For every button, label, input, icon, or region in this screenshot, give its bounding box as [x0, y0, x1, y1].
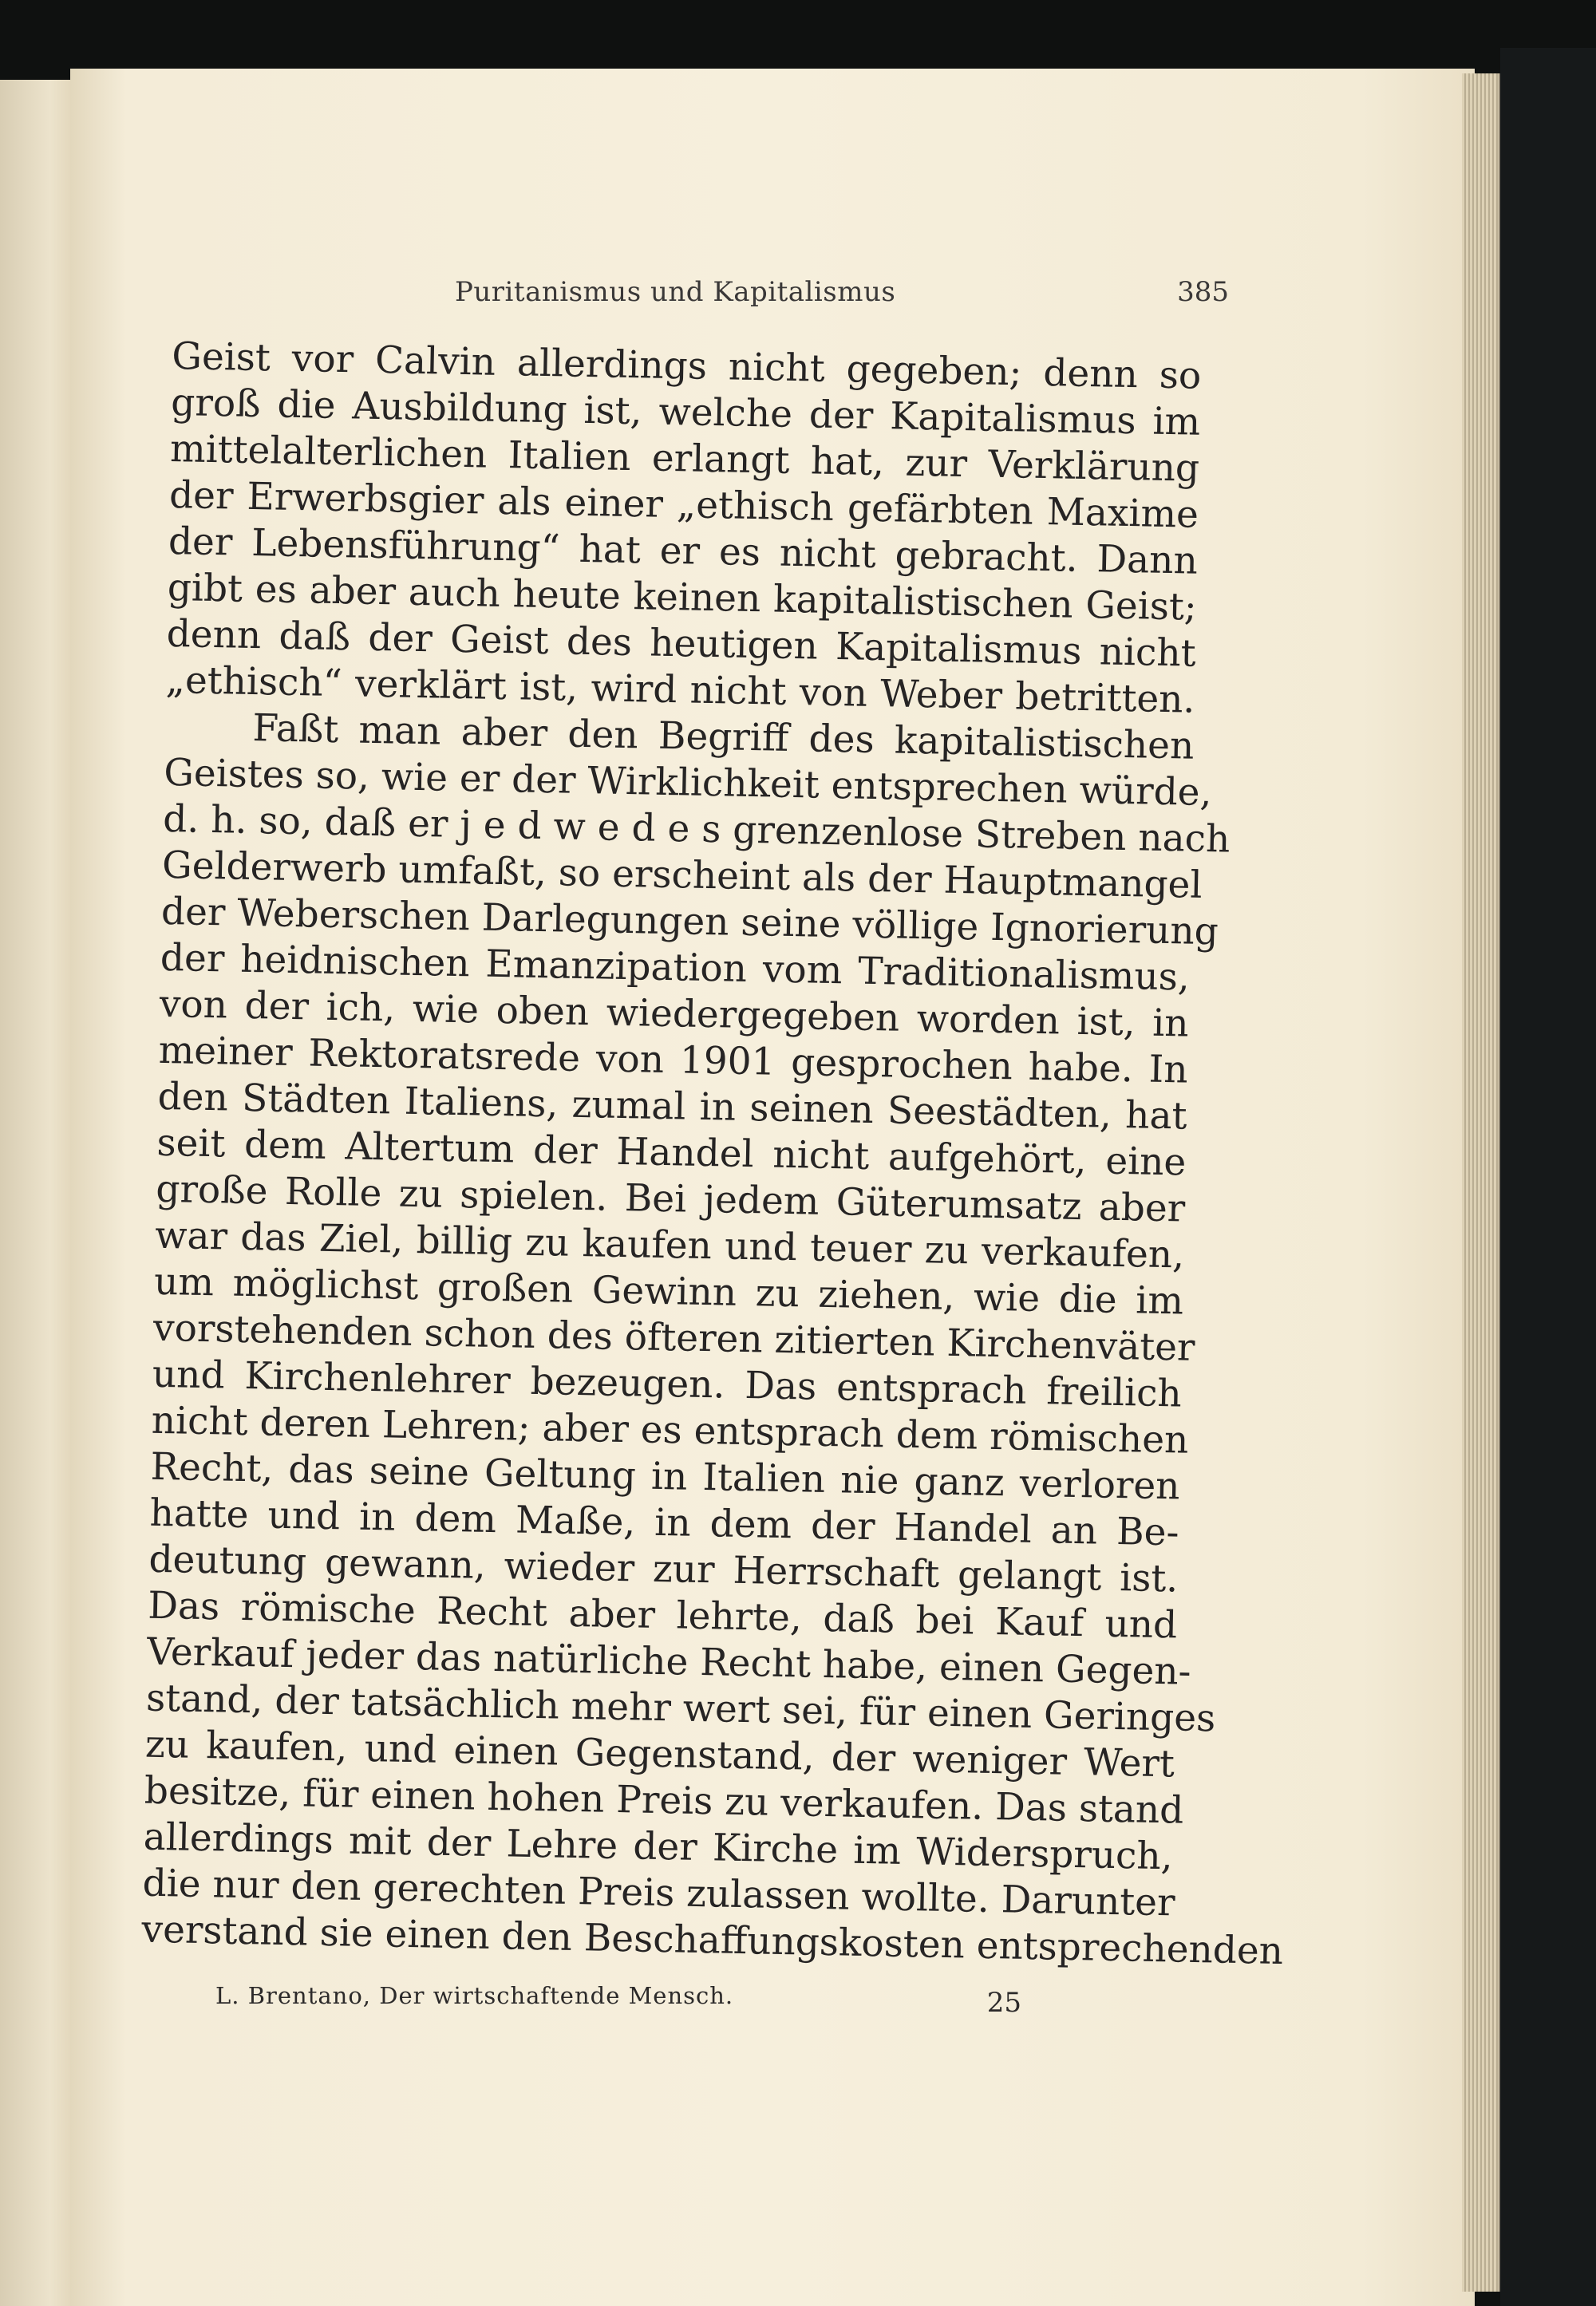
text-line: allerdings mit der Lehre der Kirche im Widerspruch,	[143, 1814, 1174, 1879]
text-line: von der ich, wie oben wiedergegeben worden ist, in	[159, 981, 1190, 1046]
text-line: mittelalterlichen Italien erlangt hat, zur Verklärung	[169, 426, 1200, 491]
running-head-title: Puritanismus und Kapitalismus	[455, 276, 896, 308]
text-line: und Kirchenlehrer bezeugen. Das entsprach freilich	[152, 1352, 1183, 1416]
text-line: besitze, für einen hohen Preis zu verkaufen. Das stand	[144, 1768, 1184, 1833]
text-line: Gelderwerb umfaßt, so erscheint als der Hauptmangel	[161, 843, 1203, 907]
text-line: Geistes so, wie er der Wirklichkeit entsprechen würde,	[163, 750, 1212, 815]
text-line: der heidnischen Emanzipation vom Traditionalismus,	[160, 935, 1191, 1000]
scan-background-strip	[1500, 48, 1596, 2306]
text-line: hatte und in dem Maße, in dem der Handel an Be-	[149, 1491, 1179, 1555]
text-line: zu kaufen, und einen Gegenstand, der weniger Wert	[144, 1722, 1175, 1787]
text-line: der Lebensführung“ hat er es nicht gebracht. Dann	[168, 519, 1199, 583]
text-line: meiner Rektoratsrede von 1901 gesprochen habe. In	[158, 1028, 1189, 1092]
signature-mark: 25	[986, 1987, 1021, 2019]
text-line: gibt es aber auch heute keinen kapitalistischen Geist;	[167, 565, 1198, 630]
text-line: denn daß der Geist des heutigen Kapitalismus nicht	[166, 611, 1197, 676]
text-line: seit dem Altertum der Handel nicht aufgehört, eine	[156, 1120, 1187, 1185]
footer-note: L. Brentano, Der wirtschaftende Mensch.	[215, 1982, 734, 2009]
text-line: der Weberschen Darlegungen seine völlige Ignorierung	[160, 889, 1219, 954]
text-line: nicht deren Lehren; aber es entsprach dem römischen	[151, 1398, 1189, 1463]
left-page-edge	[0, 80, 72, 2306]
text-line: der Erwerbsgier als einer „ethisch gefärbten Maxime	[168, 472, 1199, 537]
text-line: deutung gewann, wieder zur Herrschaft gelangt ist.	[148, 1537, 1179, 1601]
text-line: d. h. so, daß er j e d w e d e s grenzenlose Streben nach	[162, 796, 1231, 862]
text-line: den Städten Italiens, zumal in seinen Seestädten, hat	[157, 1074, 1187, 1139]
text-line: die nur den gerechten Preis zulassen wollte. Darunter	[142, 1861, 1176, 1925]
text-line: verstand sie einen den Beschaffungskosten entsprechenden	[141, 1907, 1284, 1974]
page-stack-edge	[1462, 73, 1501, 2292]
text-line: Das römische Recht aber lehrte, daß bei Kauf und	[147, 1583, 1178, 1648]
text-line: um möglichst großen Gewinn zu ziehen, wie die im	[153, 1259, 1184, 1324]
text-line: Verkauf jeder das natürliche Recht habe, einen Gegen-	[146, 1629, 1192, 1694]
text-line-paragraph-start: Faßt man aber den Begriff des kapitalistischen	[251, 706, 1195, 768]
text-line: Geist vor Calvin allerdings nicht gegeben; denn so	[171, 334, 1202, 398]
text-line: große Rolle zu spielen. Bei jedem Güterumsatz aber	[155, 1167, 1186, 1231]
text-line: vorstehenden schon des öfteren zitierten Kirchenväter	[152, 1305, 1195, 1370]
body-text	[141, 334, 1284, 1974]
text-line: groß die Ausbildung ist, welche der Kapitalismus im	[170, 380, 1201, 444]
text-line: war das Ziel, billig zu kaufen und teuer zu verkaufen,	[154, 1213, 1185, 1277]
text-line: stand, der tatsächlich mehr wert sei, für einen Geringes	[145, 1676, 1216, 1741]
text-line: „ethisch“ verklärt ist, wird nicht von Weber betritten.	[165, 657, 1195, 722]
page-number: 385	[1177, 276, 1229, 308]
text-line: Recht, das seine Geltung in Italien nie ganz verloren	[150, 1444, 1181, 1509]
